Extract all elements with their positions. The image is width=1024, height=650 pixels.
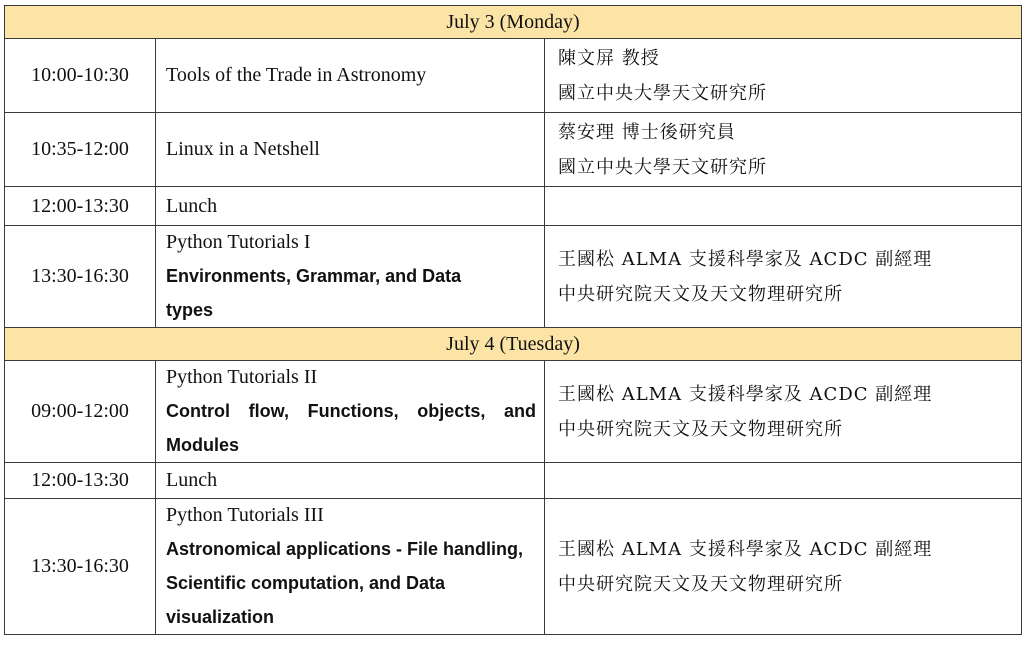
session-row [5,113,1022,187]
session-title: Tools of the Trade in Astronomy [166,64,427,86]
session-title: Python Tutorials III [166,504,324,526]
session-time: 12:00-13:30 [5,463,156,499]
session-title: Python Tutorials II [166,366,318,388]
session-speaker-cell [545,39,1022,113]
session-time: 10:00-10:30 [5,39,156,113]
day-header-tuesday: July 4 (Tuesday) [5,328,1022,361]
session-title: Python Tutorials I [166,231,311,253]
session-topic [156,499,545,635]
session-row [5,226,1022,328]
day-header-monday: July 3 (Monday) [5,6,1022,39]
session-speaker-cell [545,113,1022,187]
session-subtitle: Environments, Grammar, and Data types [166,266,462,320]
session-time: 09:00-12:00 [5,361,156,463]
session-title: Linux in a Netshell [166,138,320,160]
session-row [5,361,1022,463]
session-topic [156,39,545,113]
speaker-affiliation: 中央研究院天文及天文物理研究所 [558,418,843,440]
day-header-row [5,328,1022,361]
session-topic [156,113,545,187]
speaker-name: 王國松 ALMA 支援科學家及 ACDC 副經理 [558,248,933,270]
session-topic [156,361,545,463]
speaker-name: 王國松 ALMA 支援科學家及 ACDC 副經理 [558,383,933,405]
session-title: Lunch [166,194,218,217]
session-speaker-cell [545,187,1022,226]
session-subtitle: Astronomical applications - File handling, Scientific computation, and Data visualization [166,539,524,627]
session-time: 10:35-12:00 [5,113,156,187]
session-time: 13:30-16:30 [5,226,156,328]
session-speaker-cell [545,499,1022,635]
speaker-name: 陳文屏 教授 [558,47,660,69]
speaker-name: 王國松 ALMA 支援科學家及 ACDC 副經理 [558,538,933,560]
session-time: 13:30-16:30 [5,499,156,635]
speaker-affiliation: 中央研究院天文及天文物理研究所 [558,283,843,305]
day-header-row [5,6,1022,39]
speaker-affiliation: 國立中央大學天文研究所 [558,156,767,178]
session-speaker-cell [545,361,1022,463]
speaker-name: 蔡安理 博士後研究員 [558,121,736,143]
session-row [5,187,1022,226]
session-topic [156,463,545,499]
speaker-affiliation: 國立中央大學天文研究所 [558,82,767,104]
speaker-affiliation: 中央研究院天文及天文物理研究所 [558,573,843,595]
session-row [5,39,1022,113]
session-topic [156,226,545,328]
schedule-table [4,5,1022,635]
session-speaker-cell [545,463,1022,499]
session-time: 12:00-13:30 [5,187,156,226]
session-subtitle: Control flow, Functions, objects, and Modules [166,401,536,455]
session-row [5,499,1022,635]
session-topic [156,187,545,226]
session-speaker-cell [545,226,1022,328]
session-title: Lunch [166,469,218,491]
session-row [5,463,1022,499]
